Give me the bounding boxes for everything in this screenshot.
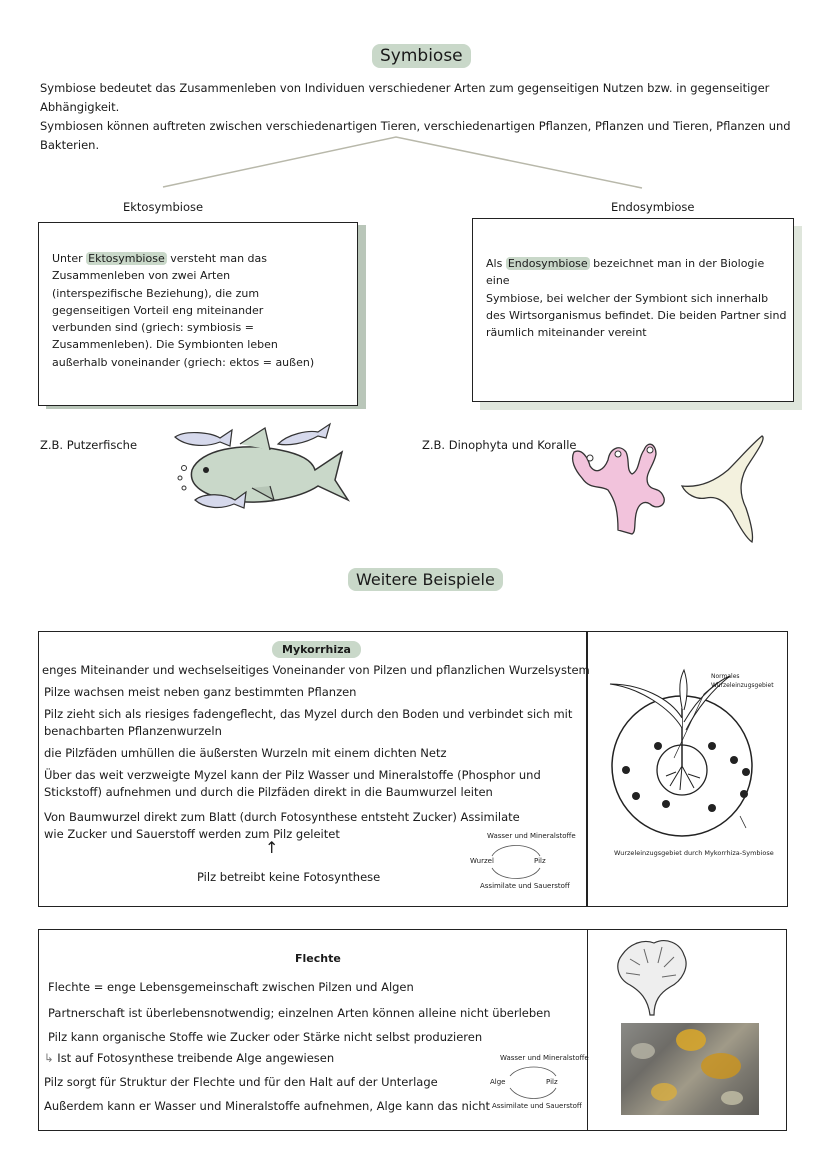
flechte-line: Außerdem kann er Wasser und Mineralstoffe aufnehmen, Alge kann das nicht bbox=[44, 1099, 491, 1113]
branch-lines bbox=[0, 0, 828, 200]
myk-line: enges Miteinander und wechselseitiges Voneinander von Pilzen und pflanzlichen Wurzelsystem bbox=[42, 663, 590, 677]
myk-note: Pilz betreibt keine Fotosynthese bbox=[197, 870, 381, 884]
putzerfisch-illustration bbox=[170, 422, 355, 522]
flechte-line: Pilz sorgt für Struktur der Flechte und für den Halt auf der Unterlage bbox=[44, 1075, 438, 1089]
myk-dia-right: Pilz bbox=[534, 857, 546, 865]
ekto-line: (interspezifische Beziehung), die zum bbox=[52, 286, 260, 300]
flechte-drawing bbox=[610, 935, 690, 1017]
flechte-title: Flechte bbox=[295, 952, 341, 965]
myk-line: Über das weit verzweigte Myzel kann der Pilz Wasser und Mineralstoffe (Phosphor und bbox=[44, 768, 541, 782]
endo-line: des Wirtsorganismus befindet. Die beiden Partner sind bbox=[486, 308, 787, 322]
endo-line: Symbiose, bei welcher der Symbiont sich innerhalb bbox=[486, 291, 769, 305]
myk-dia-left: Wurzel bbox=[470, 857, 494, 865]
ekto-line: außerhalb voneinander (griech: ektos = außen) bbox=[52, 355, 315, 369]
flechte-dia-left: Alge bbox=[490, 1078, 506, 1086]
ekto-line: verbunden sind (griech: symbiosis = bbox=[52, 321, 254, 335]
ekto-line: Zusammenleben). Die Symbionten leben bbox=[52, 338, 278, 352]
mykorrhiza-title: Mykorrhiza bbox=[272, 641, 361, 658]
flechte-line: Partnerschaft ist überlebensnotwendig; einzelnen Arten können alleine nicht überleben bbox=[48, 1006, 551, 1020]
myk-line: die Pilzfäden umhüllen die äußersten Wurzeln mit einem dichten Netz bbox=[44, 746, 447, 760]
weitere-heading: Weitere Beispiele bbox=[348, 568, 503, 591]
intro-line: Bakterien. bbox=[40, 138, 100, 152]
ekto-label: Ektosymbiose bbox=[123, 200, 204, 214]
ekto-line: gegenseitigen Vorteil eng miteinander bbox=[52, 303, 264, 317]
intro-line: Symbiose bedeutet das Zusammenleben von Individuen verschiedener Arten zum gegenseitigen Nutzen bzw. in gegenseitiger Abhängigkeit. bbox=[40, 81, 770, 114]
myk-line: Pilze wachsen meist neben ganz bestimmten Pflanzen bbox=[44, 685, 357, 699]
endo-line: räumlich miteinander vereint bbox=[486, 326, 647, 340]
endo-example: Z.B. Dinophyta und Koralle bbox=[422, 438, 577, 452]
flechte-dia-right: Pilz bbox=[546, 1078, 558, 1086]
up-arrow-icon: ↑ bbox=[265, 838, 279, 857]
myk-dia-bottom: Assimilate und Sauerstoff bbox=[480, 882, 570, 890]
myk-line: wie Zucker und Sauerstoff werden zum Pilz geleitet bbox=[44, 827, 340, 841]
endo-line: Als Endosymbiose bezeichnet man in der Biologie eine bbox=[486, 257, 765, 288]
endo-box bbox=[472, 218, 794, 402]
endo-label: Endosymbiose bbox=[611, 200, 695, 214]
flechte-line: ↳ Ist auf Fotosynthese treibende Alge angewiesen bbox=[44, 1051, 335, 1065]
flechte-dia-top: Wasser und Mineralstoffe bbox=[500, 1054, 589, 1062]
myk-dia-top: Wasser und Mineralstoffe bbox=[487, 832, 576, 840]
myk-line: Pilz zieht sich als riesiges fadengeflecht, das Myzel durch den Boden und verbindet sich mit bbox=[44, 707, 573, 721]
ekto-box bbox=[38, 222, 358, 406]
ekto-term: Ektosymbiose bbox=[88, 252, 165, 265]
myk-line: Stickstoff) aufnehmen und durch die Pilzfäden direkt in die Baumwurzel leiten bbox=[44, 785, 493, 799]
ekto-line: Unter Ektosymbiose versteht man das bbox=[52, 252, 267, 265]
intro-line: Symbiosen können auftreten zwischen verschiedenartigen Tieren, verschiedenartigen Pflanzen, Pflanzen und Tieren, Pflanzen und bbox=[40, 119, 791, 133]
myk-line: Von Baumwurzel direkt zum Blatt (durch Fotosynthese entsteht Zucker) Assimilate bbox=[44, 810, 520, 824]
myk-line: benachbarten Pflanzenwurzeln bbox=[44, 724, 222, 738]
ekto-line: Zusammenleben von zwei Arten bbox=[52, 269, 231, 283]
ekto-example: Z.B. Putzerfische bbox=[40, 438, 138, 452]
arrow-return-icon: ↳ bbox=[44, 1051, 58, 1065]
myk-fig-label-top: Normales Wurzeleinzugsgebiet bbox=[711, 673, 774, 689]
endo-term: Endosymbiose bbox=[507, 257, 588, 270]
myk-fig-label-bottom: Wurzeleinzugsgebiet durch Mykorrhiza-Symbiose bbox=[614, 849, 774, 857]
flechte-line: Flechte = enge Lebensgemeinschaft zwischen Pilzen und Algen bbox=[48, 980, 414, 994]
page-title: Symbiose bbox=[372, 44, 471, 68]
flechte-line: Pilz kann organische Stoffe wie Zucker oder Stärke nicht selbst produzieren bbox=[48, 1030, 483, 1044]
koralle-illustration bbox=[560, 430, 800, 550]
flechte-photo bbox=[621, 1023, 759, 1115]
flechte-dia-bottom: Assimilate und Sauerstoff bbox=[492, 1102, 582, 1110]
